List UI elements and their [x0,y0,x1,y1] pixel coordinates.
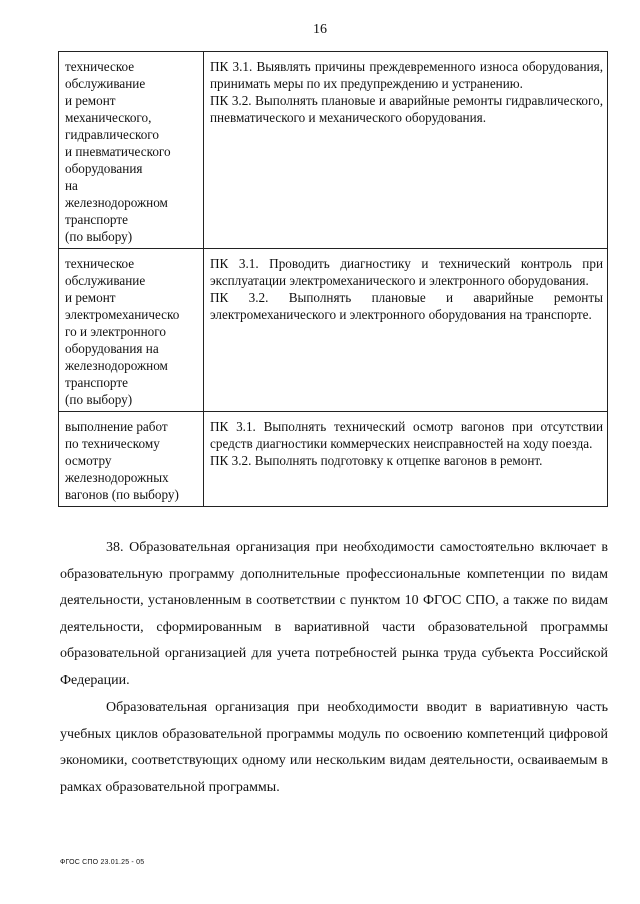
competency-item: ПК 3.2. Выполнять подготовку к отцепке вагонов в ремонт. [210,453,543,468]
competency-item: ПК 3.2. Выполнять плановые и аварийные ремонты гидравлического, пневматического и механического оборудования. [210,93,603,125]
competency-item: ПК 3.1. Выявлять причины преждевременного износа оборудования, принимать меры по их предупреждению и устранению. [210,59,603,91]
competencies-cell [204,412,608,507]
table-row [59,249,608,412]
table-row [59,412,608,507]
paragraph-digital-economy: Образовательная организация при необходимости вводит в вариативную часть учебных циклов образовательной программы модуль по освоению компетенций цифровой экономики, соответствующих одному или нескольким видам деятельности, осваиваемым в рамках образовательной программы. [60,700,608,795]
competency-item: ПК 3.1. Выполнять технический осмотр вагонов при отсутствии средств диагностики коммерческих неисправностей на ходу поезда. [210,419,603,451]
table-row [59,52,608,249]
activity-cell: техническое обслуживание и ремонт механического, гидравлического и пневматического оборудования на железнодорожном транспорте (по выбору) [59,52,204,249]
document-footer: ФГОС СПО 23.01.25 - 05 [60,859,145,866]
paragraph-38: 38. Образовательная организация при необходимости самостоятельно включает в образовательную программу дополнительные профессиональные компетенции по видам деятельности, установленным в соответствии с пунктом 10 ФГОС СПО, а также по видам деятельности, сформированным в вариативной части образовательной программы образовательной организацией для учета потребностей рынка труда субъекта Российской Федерации. [60,540,608,688]
activity-cell: выполнение работ по техническому осмотру железнодорожных вагонов (по выбору) [59,412,204,507]
page-number: 16 [313,22,327,37]
competencies-table [58,51,608,507]
competencies-cell [204,52,608,249]
competency-item: ПК 3.1. Проводить диагностику и технический контроль при эксплуатации электромеханического и электронного оборудования. [210,256,603,288]
competencies-cell [204,249,608,412]
activity-cell: техническое обслуживание и ремонт электромеханическо го и электронного оборудования на железнодорожном транспорте (по выбору) [59,249,204,412]
body-text [60,535,608,801]
competency-item: ПК 3.2. Выполнять плановые и аварийные ремонты электромеханического и электронного оборудования на транспорте. [210,290,603,322]
